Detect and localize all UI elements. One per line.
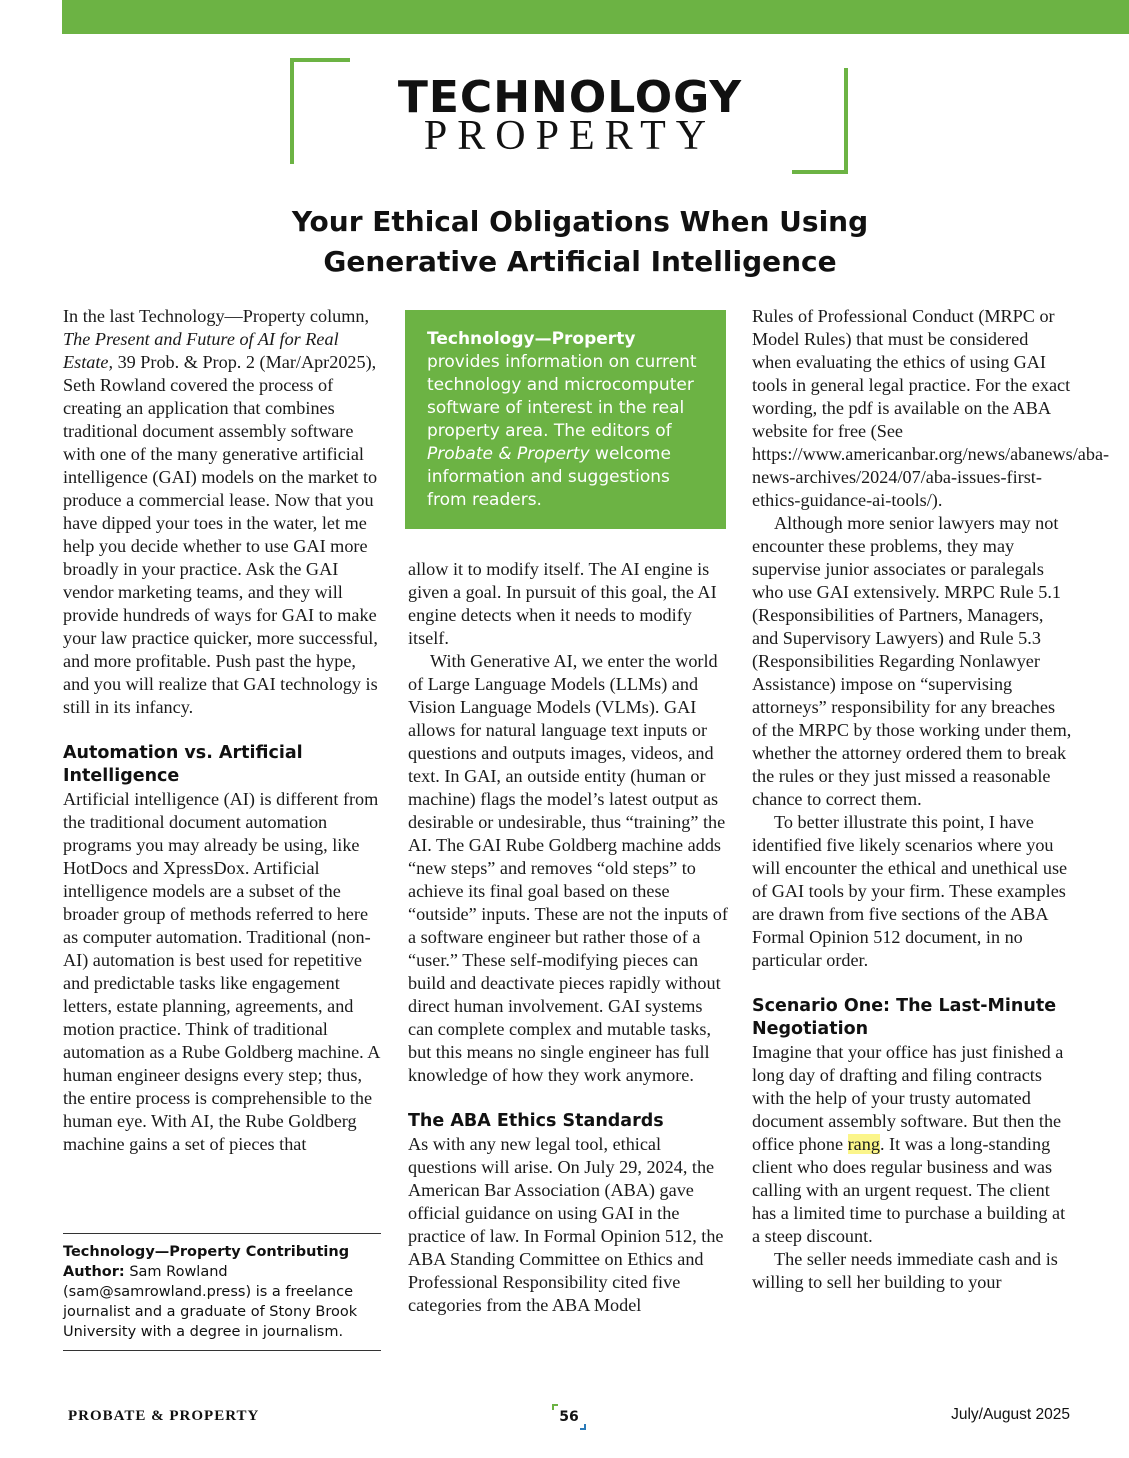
col3-paragraph-4 xyxy=(752,1041,1072,1248)
headline-line-2: Generative Artificial Intelligence xyxy=(323,245,837,278)
column-3 xyxy=(752,305,1110,1294)
column-2 xyxy=(408,558,728,1317)
col3-paragraph-2: Although more senior lawyers may not encounter these problems, they may supervise junior associates or paralegals who use GAI extensively. MRPC Rule 5.1 (Responsibilities of Partners, Managers, and Supervisory Lawyers) and Rule 5.3 (Responsibilities Regarding Nonlawyer Assistance) impose on “supervising attorneys” responsibility for any breaches of the MRPC by those working under them, whether the attorney ordered them to break the rules or they just missed a reasonable chance to correct them. xyxy=(752,513,1072,809)
intro-text-b: 39 Prob. & Prop. 2 (Mar/Apr2025), Seth Rowland covered the process of creating an application that combines traditional document assembly software with one of the many generative artificial intelligence (GAI) models on the market to produce a commercial lease. Now that you have dipped your toes in the water, let me help you decide whether to use GAI more broadly in your practice. Ask the GAI vendor marketing teams, and they will provide hundreds of ways for GAI to make your law practice quicker, more successful, and more profitable. Push past the hype, and you will realize that GAI technology is still in its infancy. xyxy=(63,352,378,717)
intro-citation-title: The Present and Future of AI for Real Estate, xyxy=(63,329,339,372)
footer-page-number xyxy=(552,1404,586,1430)
footer-issue: July/August 2025 xyxy=(951,1406,1070,1423)
col2-paragraph-3: As with any new legal tool, ethical questions will arise. On July 29, 2024, the American Bar Association (ABA) gave official guidance on using GAI in the practice of law. In Formal Opinion 512, the ABA Standing Committee on Ethics and Professional Responsibility cited five categories from the ABA Model xyxy=(408,1134,724,1315)
callout-box xyxy=(405,310,726,529)
callout-text-b: welcome information and suggestions from readers. xyxy=(427,444,671,510)
subhead-scenario-one: Scenario One: The Last-Minute Negotiation xyxy=(752,996,1057,1039)
automation-paragraph: Artificial intelligence (AI) is different from the traditional document automation programs you may already be using, like HotDocs and XpressDox. Artificial intelligence models are a subset of the broader group of methods referred to here as computer automation. Traditional (non-AI) automation is best used for repetitive and predictable tasks like engagement letters, estate planning, agreements, and motion practice. Think of traditional automation as a Rube Goldberg machine. A human engineer designs every step; thus, the entire process is comprehensible to the human eye. With AI, the Rube Goldberg machine gains a set of pieces that xyxy=(63,789,380,1154)
author-bio xyxy=(63,1233,381,1351)
title-bracket-right xyxy=(792,68,848,174)
col3-paragraph-3: To better illustrate this point, I have identified five likely scenarios where you will encounter the ethical and unethical use of GAI tools by your firm. These examples are drawn from five sections of the ABA Formal Opinion 512 document, in no particular order. xyxy=(752,812,1068,970)
page-corner-mark-top xyxy=(552,1404,558,1410)
author-label: Technology—Property Contributing Author: xyxy=(63,1244,350,1280)
headline-line-1: Your Ethical Obligations When Using xyxy=(291,205,869,238)
callout-title: Technology—Property xyxy=(427,329,636,349)
intro-text-a: In the last Technology—Property column, xyxy=(63,306,370,326)
col2-paragraph-2: With Generative AI, we enter the world of Large Language Models (LLMs) and Vision Language Models (VLMs). GAI allows for natural language text inputs or questions and outputs images, videos, and text. In GAI, an outside entity (human or machine) flags the model’s latest output as desirable or undesirable, thus “training” the AI. The GAI Rube Goldberg machine adds “new steps” and removes “old steps” to achieve its final goal based on these “outside” inputs. These are not the inputs of a software engineer but rather those of a “user.” These self-modifying pieces can build and deactivate pieces rapidly without direct human involvement. GAI systems can complete complex and mutable tasks, but this means no single engineer has full knowledge of how they work anymore. xyxy=(408,651,728,1085)
top-color-bar xyxy=(62,0,1129,34)
page-corner-mark-bottom xyxy=(580,1424,586,1430)
department-subtitle: PROPERTY xyxy=(423,113,717,159)
callout-italic: Probate & Property xyxy=(427,444,590,464)
subhead-aba-ethics: The ABA Ethics Standards xyxy=(408,1111,664,1131)
article-headline xyxy=(180,202,980,282)
scenario-text-a: Imagine that your office has just finished a long day of drafting and filing contracts with the help of your trusty automated document assembly software. But then the office phone xyxy=(752,1042,1064,1154)
intro-paragraph xyxy=(63,305,383,719)
col2-paragraph-1: allow it to modify itself. The AI engine is given a goal. In pursuit of this goal, the AI engine detects when it needs to modify itself. xyxy=(408,559,717,648)
col3-paragraph-1: Rules of Professional Conduct (MRPC or Model Rules) that must be considered when evaluating the ethics of using GAI tools in general legal practice. For the exact wording, the pdf is available on the ABA website for free (See https://www.americanbar.org/news/abanews/aba-news-archives/2024/07/aba-issues-first-ethics-guidance-ai-tools/). xyxy=(752,306,1110,510)
page-number-text: 56 xyxy=(559,1409,579,1425)
scenario-text-b: . It was a long-standing client who does regular business and was calling with an urgent request. The client has a limited time to purchase a building at a steep discount. xyxy=(752,1134,1066,1246)
col3-paragraph-5: The seller needs immediate cash and is willing to sell her building to your xyxy=(752,1249,1058,1292)
callout-text-a: provides information on current technology and microcomputer software of interest in the real property area. The editors of xyxy=(427,352,697,441)
department-title: TECHNOLOGY xyxy=(397,72,743,123)
footer-publication: PROBATE & PROPERTY xyxy=(68,1408,260,1424)
subhead-automation: Automation vs. Artificial Intelligence xyxy=(63,743,303,786)
author-text: Sam Rowland (sam@samrowland.press) is a freelance journalist and a graduate of Stony Brook University with a degree in journalism. xyxy=(63,1264,358,1340)
highlighted-word: rang xyxy=(847,1134,880,1154)
column-1 xyxy=(63,305,383,1156)
